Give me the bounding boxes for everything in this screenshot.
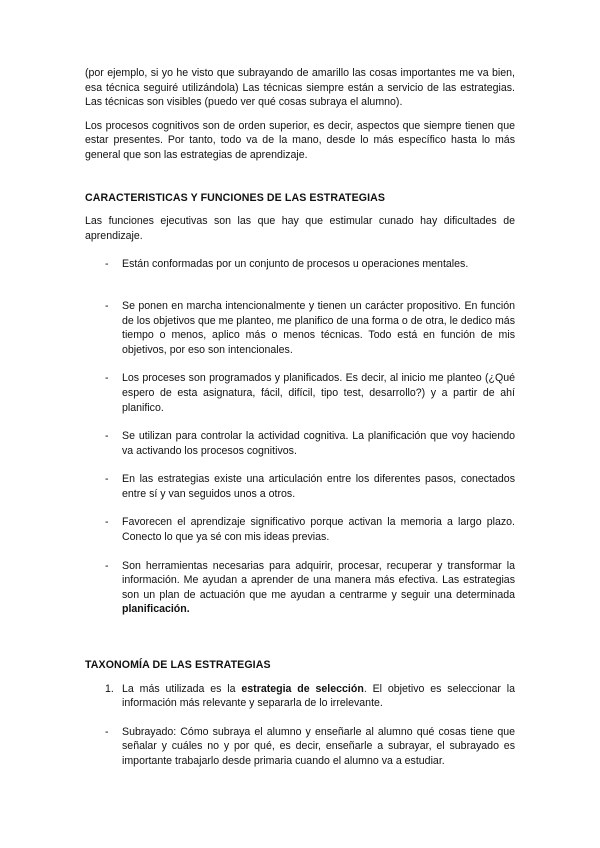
list-item	[85, 257, 515, 272]
list-item-bold-word: planificación.	[122, 603, 190, 616]
dash-bullet: -	[105, 516, 109, 529]
number-marker: 1.	[105, 682, 114, 695]
dash-bullet: -	[105, 473, 109, 486]
list-item	[85, 371, 515, 415]
section-heading-caracteristicas: CARACTERISTICAS Y FUNCIONES DE LAS ESTRATEGIAS	[85, 191, 386, 204]
list-item-text: Están conformadas por un conjunto de procesos u operaciones mentales.	[122, 258, 469, 271]
list-item	[85, 299, 515, 357]
list-item-text: Subrayado: Cómo subraya el alumno y enseñarle al alumno qué cosas tiene que señalar y cuáles no y por qué, es decir, enseñarle a subrayar, el subrayado es importante trabajarlo desde primaria cuando el alumno va a estudiar.	[122, 725, 515, 767]
dash-bullet: -	[105, 258, 109, 271]
list-item	[85, 429, 515, 458]
list-item	[85, 472, 515, 501]
taxonomy-list	[85, 682, 515, 769]
list-item-text	[122, 682, 515, 711]
section-heading-taxonomia: TAXONOMÍA DE LAS ESTRATEGIAS	[85, 659, 271, 672]
intro-paragraph-1: (por ejemplo, si yo he visto que subrayando de amarillo las cosas importantes me va bien, esa técnica seguiré utilizándola) Las técnicas siempre están a servicio de las estrategias. Las técnicas son visibles (puedo ver qué cosas subraya el alumno).	[85, 67, 515, 109]
list-item-text: Los proceses son programados y planificados. Es decir, al inicio me planteo (¿Qué espero de esta asignatura, fácil, difícil, tipo test, desarrollo?) y a partir de ahí planifico.	[122, 372, 515, 414]
dash-bullet: -	[105, 559, 109, 572]
list-item	[85, 559, 515, 617]
list-item-text-post: . El objetivo es seleccionar la información más relevante y separarla de lo irrelevante.	[122, 682, 515, 710]
dash-bullet: -	[105, 299, 109, 312]
dash-bullet: -	[105, 725, 109, 738]
list-item-text-plain: Son herramientas necesarias para adquirir, procesar, recuperar y transformar la información. Me ayudan a aprender de una manera más efectiva. Las estrategias son un plan de actuación que me ayudan a centrarme y seguir una determinada	[122, 559, 515, 601]
dash-bullet: -	[105, 372, 109, 385]
section1-intro: Las funciones ejecutivas son las que hay que estimular cunado hay dificultades de aprendizaje.	[85, 215, 515, 242]
list-item	[85, 725, 515, 769]
list-item-text: Favorecen el aprendizaje significativo porque activan la memoria a largo plazo. Conecto lo que ya sé con mis ideas previas.	[122, 516, 515, 544]
dash-bullet: -	[105, 430, 109, 443]
list-item-text: Se ponen en marcha intencionalmente y tienen un carácter propositivo. En función de los objetivos que me planteo, me planifico de una forma o de otra, le dedico más tiempo o menos, aplico más o menos técnicas. Todo está en función de mis objetivos, por eso son intencionales.	[122, 299, 515, 356]
list-item-text: En las estrategias existe una articulación entre los diferentes pasos, conectados entre sí y van seguidos unos a otros.	[122, 473, 515, 500]
intro-paragraph-2: Los procesos cognitivos son de orden superior, es decir, aspectos que siempre tienen que estar presentes. Por tanto, todo va de la mano, desde lo más específico hasta lo más general que son las estrategias de aprendizaje.	[85, 119, 515, 161]
list-item-text-pre: La más utilizada es la	[122, 682, 242, 695]
list-item-text: Se utilizan para controlar la actividad cognitiva. La planificación que voy haciendo va activando los procesos cognitivos.	[122, 430, 515, 457]
list-item	[85, 515, 515, 544]
list-item	[85, 682, 515, 711]
list-item-bold-term: estrategia de selección	[241, 682, 364, 695]
list-item-text	[122, 559, 515, 617]
characteristics-list	[85, 257, 515, 617]
